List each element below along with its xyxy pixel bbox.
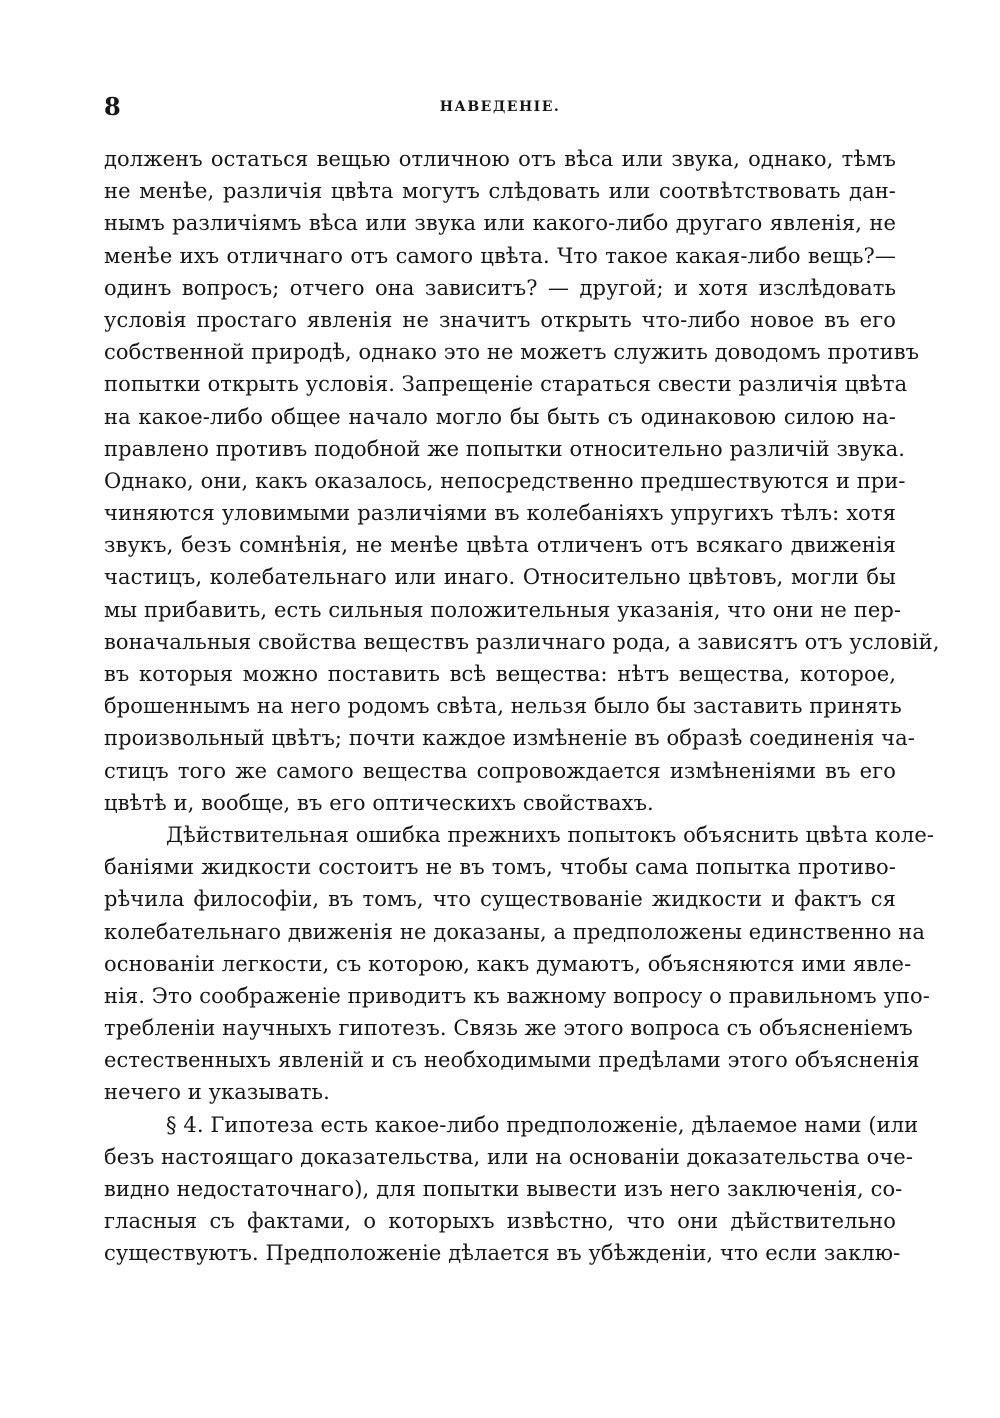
text-line: правлено противъ подобной же попытки относительно различій звука. (104, 436, 906, 461)
text-line: колебательнаго движенія не доказаны, а предположены единственно на (104, 919, 925, 944)
text-line: гласныя съ фактами, о которыхъ извѣстно, что они дѣйствительно (104, 1209, 896, 1234)
page-number: 8 (104, 92, 121, 121)
text-line: не менѣе, различія цвѣта могутъ слѣдовать или соотвѣтствовать дан- (104, 179, 896, 204)
text-line: одинъ вопросъ; отчего она зависитъ? — другой; и хотя изслѣдовать (104, 275, 896, 300)
text-line: менѣе ихъ отличнаго отъ самого цвѣта. Что такое какая-либо вещь?— (104, 243, 896, 268)
text-line: мы прибавить, есть сильныя положительныя указанія, что они не пер- (104, 597, 902, 622)
text-line: естественныхъ явленій и съ необходимыми предѣлами этого объясненія (104, 1048, 920, 1073)
section-start-line: § 4. Гипотеза есть какое-либо предположеніе, дѣлаемое нами (или (166, 1112, 919, 1137)
text-line: баніями жидкости состоитъ не въ томъ, чтобы сама попытка противо- (104, 855, 896, 880)
running-title: НАВЕДЕНІЕ. (439, 99, 561, 115)
text-line: Однако, они, какъ оказалось, непосредственно предшествуются и при- (104, 468, 906, 493)
text-line: въ которыя можно поставить всѣ вещества: нѣтъ вещества, которое, (104, 662, 896, 686)
text-line: частицъ, колебательнаго или инаго. Относительно цвѣтовъ, могли бы (104, 565, 896, 590)
text-line: брошеннымъ на него родомъ свѣта, нельзя было бы заставить принять (104, 694, 902, 719)
text-line: безъ настоящаго доказательства, или на основаніи доказательства оче- (104, 1144, 914, 1169)
text-line: условія простаго явленія не значитъ открыть что-либо новое въ его (104, 307, 896, 332)
text-line: воначальныя свойства веществъ различнаго рода, а зависятъ отъ условій, (104, 629, 940, 654)
paragraph-start-line: Дѣйствительная ошибка прежнихъ попытокъ объяснить цвѣта коле- (166, 822, 935, 847)
text-line: звукъ, безъ сомнѣнія, не менѣе цвѣта отличенъ отъ всякаго движенія (104, 533, 896, 558)
text-line: на какое-либо общее начало могло бы быть съ одинаковою силою на- (104, 404, 896, 429)
page-header (104, 92, 896, 122)
body-text (104, 143, 940, 1270)
paragraph-end-line: цвѣтѣ и, вообще, въ его оптическихъ свойствахъ. (104, 790, 654, 815)
text-line: собственной природѣ, однако это не можетъ служить доводомъ противъ (104, 340, 920, 365)
text-line: нымъ различіямъ вѣса или звука или какого-либо другаго явленія, не (104, 211, 896, 236)
text-line: нія. Это соображеніе приводитъ къ важному вопросу о правильномъ упо- (104, 983, 930, 1008)
text-line: долженъ остаться вещью отличною отъ вѣса или звука, однако, тѣмъ (104, 147, 896, 171)
text-line: требленіи научныхъ гипотезъ. Связь же этого вопроса съ объясненіемъ (104, 1016, 913, 1041)
text-line: видно недостаточнаго), для попытки вывести изъ него заключенія, со- (104, 1177, 903, 1201)
text-line: основаніи легкости, съ которою, какъ думаютъ, объясняются ими явле- (104, 951, 912, 976)
text-line: попытки открыть условія. Запрещеніе стараться свести различія цвѣта (104, 372, 908, 397)
text-line: существуютъ. Предположеніе дѣлается въ убѣжденіи, что если заклю- (104, 1241, 901, 1266)
text-line: стицъ того же самого вещества сопровождается измѣненіями въ его (104, 758, 896, 783)
text-line: рѣчила философіи, въ томъ, что существованіе жидкости и фактъ ся (104, 887, 896, 912)
paragraph-end-line: нечего и указывать. (104, 1080, 330, 1105)
text-line: произвольный цвѣтъ; почти каждое измѣненіе въ образѣ соединенія ча- (104, 726, 915, 751)
text-line: чиняются уловимыми различіями въ колебаніяхъ упругихъ тѣлъ: хотя (104, 501, 896, 526)
